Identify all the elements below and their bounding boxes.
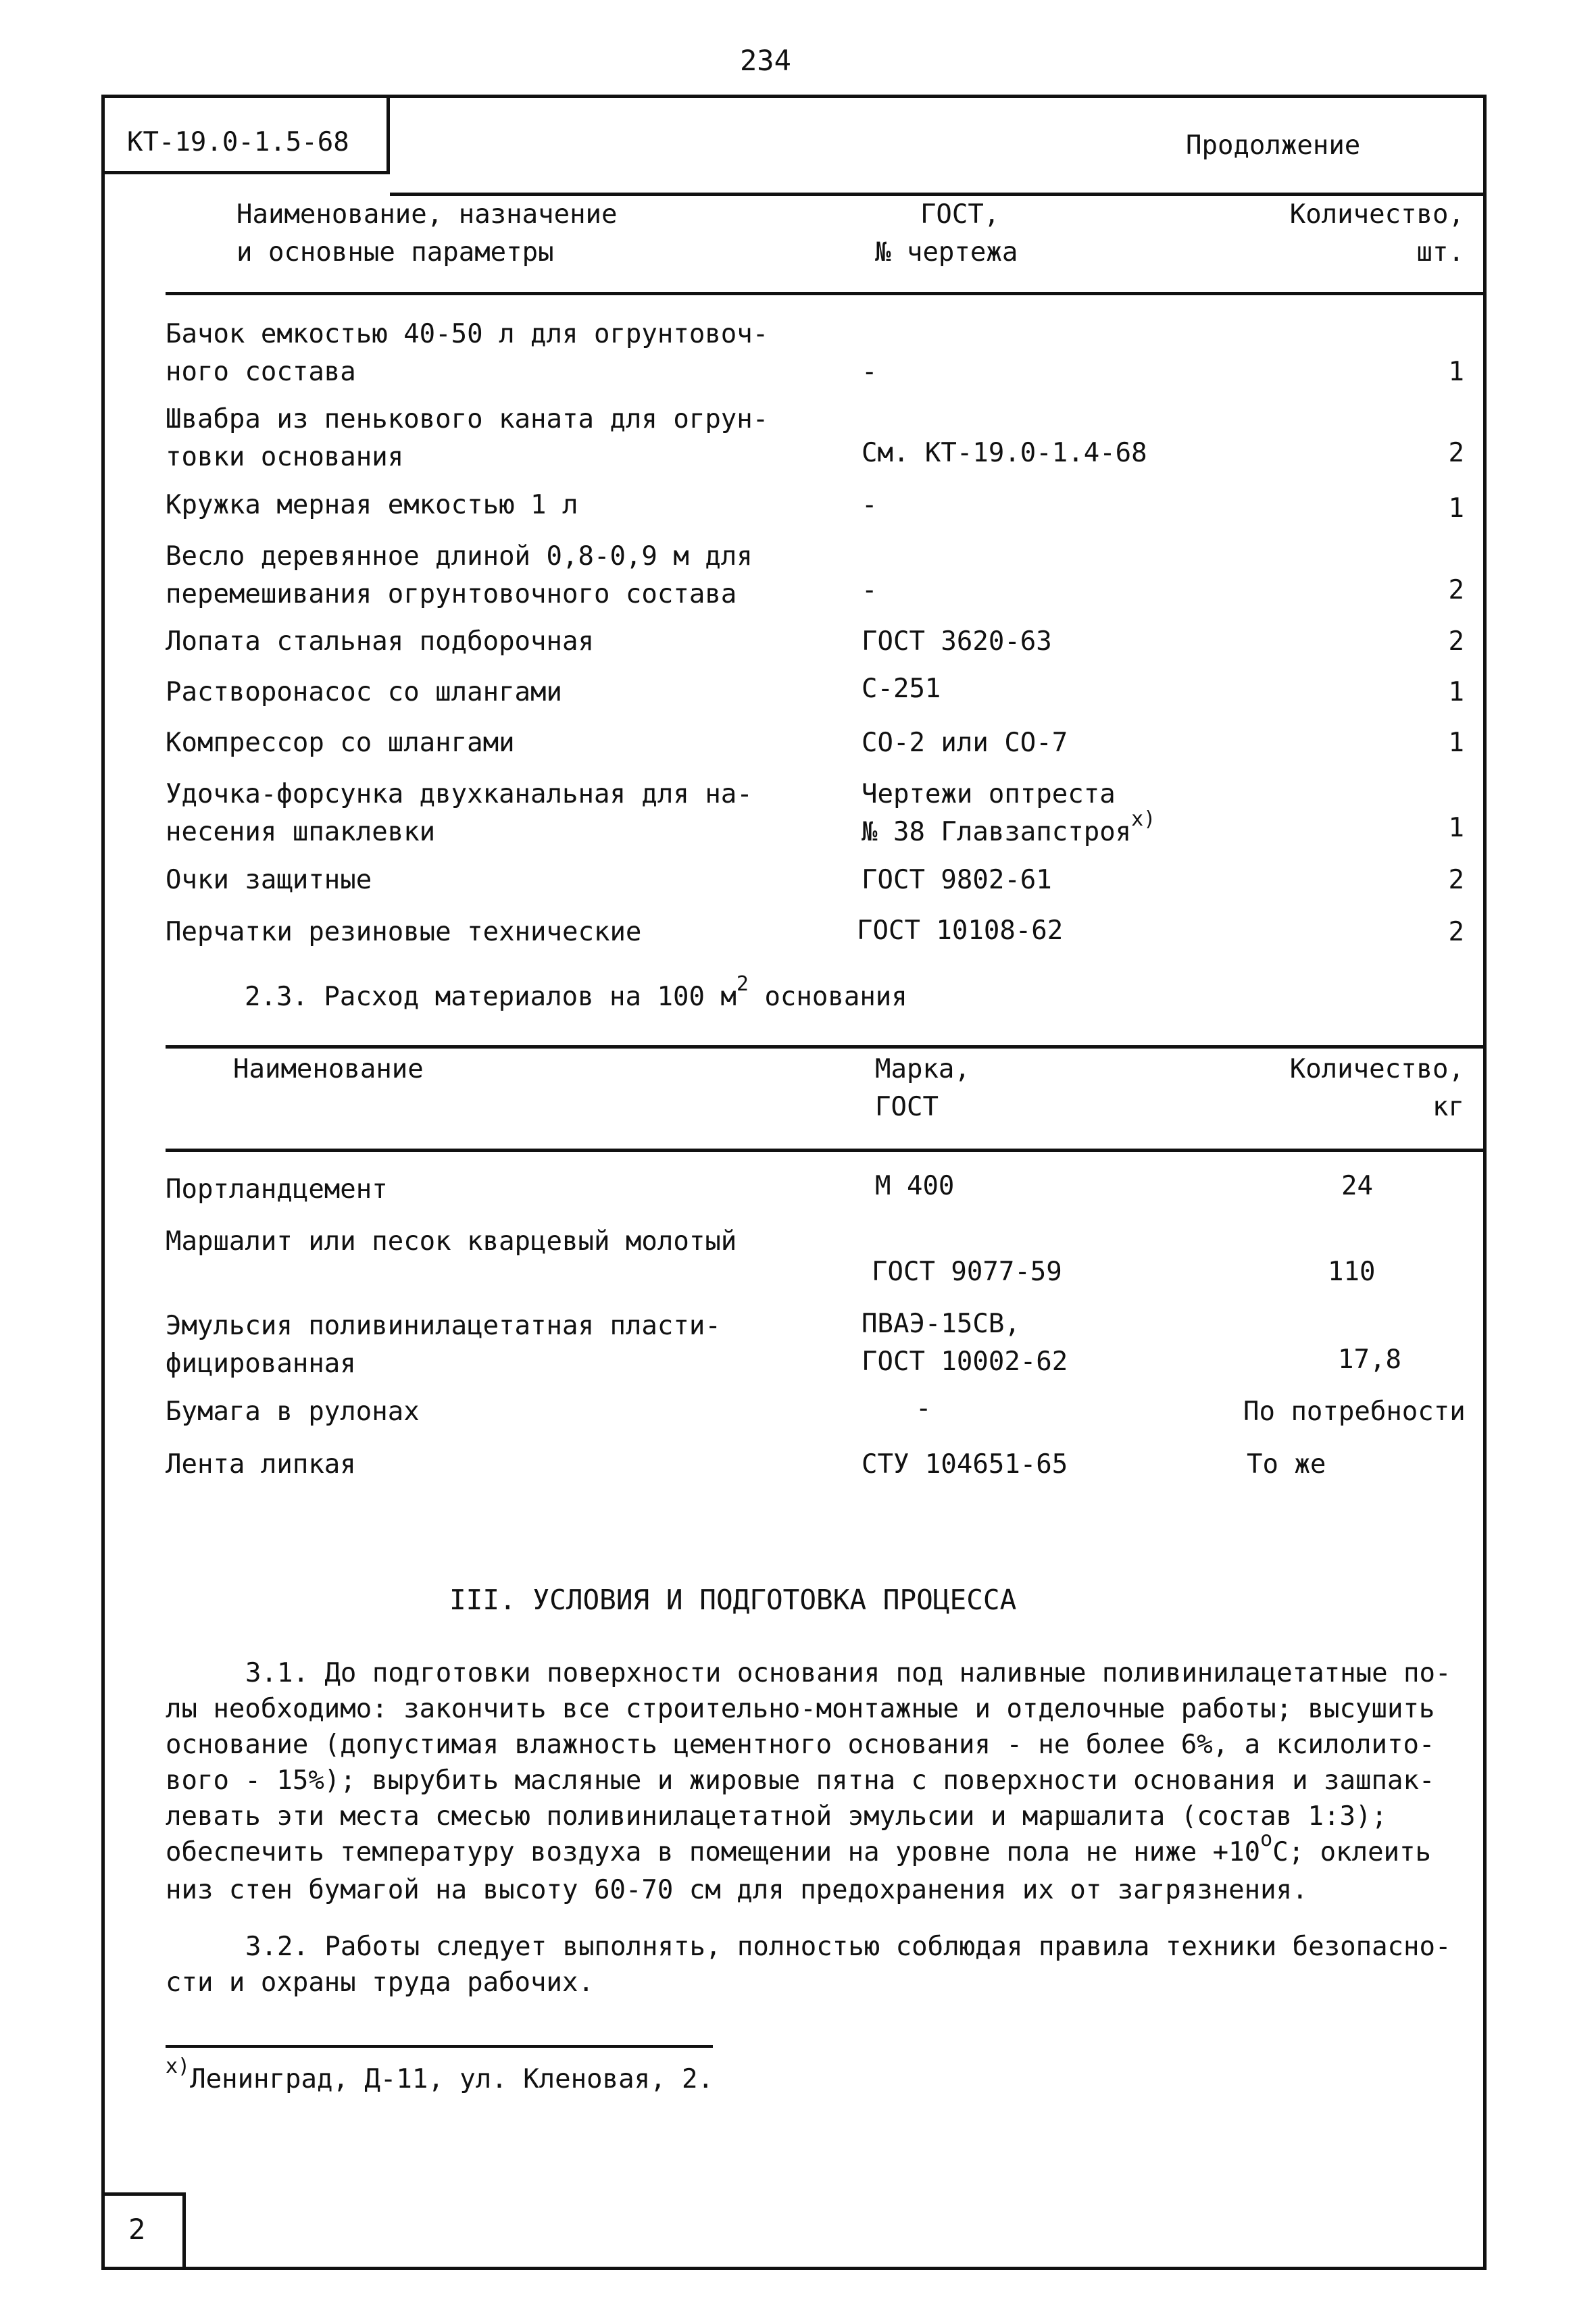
footnote: $^{х)}$Ленинград, Д-11, ул. Кленовая, 2. [166, 2055, 714, 2094]
paragraph-3-1: 3.1. До подготовки поверхности основания под наливные поливинилацетатные по- лы необходимо: закончить все строительно-монтажные и отделочные работы; высушить основание (допустимая влажность цементного основания - не более 6%, а ксилолито- вого - 15%); вырубить масляные и жировые пятна с поверхности основания и зашпак- левать эти места смесью поливинилацетатной эмульсии и маршалита (состав 1:3); обеспечить температуру воздуха в помещении на уровне пола не ниже $+10^оС$; оклеить низ стен бумагой на высоту 60-70 см для предохранения их от загрязнения. [166, 1658, 1451, 1905]
table2-header-rule [166, 1149, 1487, 1152]
section-2-3-title: 2.3. Расход материалов на 100 $м^2$ основания [245, 972, 907, 1012]
paragraph-3-2: 3.2. Работы следует выполнять, полностью соблюдая правила техники безопасно- сти и охраны труда рабочих. [166, 1932, 1451, 1998]
table2-header-mark: Марка, ГОСТ [875, 1054, 970, 1122]
table1-header-rule [166, 292, 1487, 295]
section-3-heading: III. УСЛОВИЯ И ПОДГОТОВКА ПРОЦЕССА [449, 1584, 1017, 1616]
continuation-label: Продолжение [1186, 130, 1361, 161]
footnote-rule [166, 2045, 713, 2048]
table1-header-qty: Количество, шт. [1289, 199, 1464, 268]
sheet-number: 2 [128, 2213, 146, 2246]
table1-header-name: Наименование, назначение и основные параметры [236, 199, 618, 268]
page-number: 234 [740, 44, 791, 77]
table1-header-gost: ГОСТ, № чертежа [875, 199, 1018, 268]
table2-header-name: Наименование [233, 1054, 424, 1084]
doc-code: КТ-19.0-1.5-68 [127, 127, 349, 157]
table2-header-qty: Количество, кг [1289, 1054, 1464, 1122]
table2-top-rule [166, 1045, 1487, 1049]
